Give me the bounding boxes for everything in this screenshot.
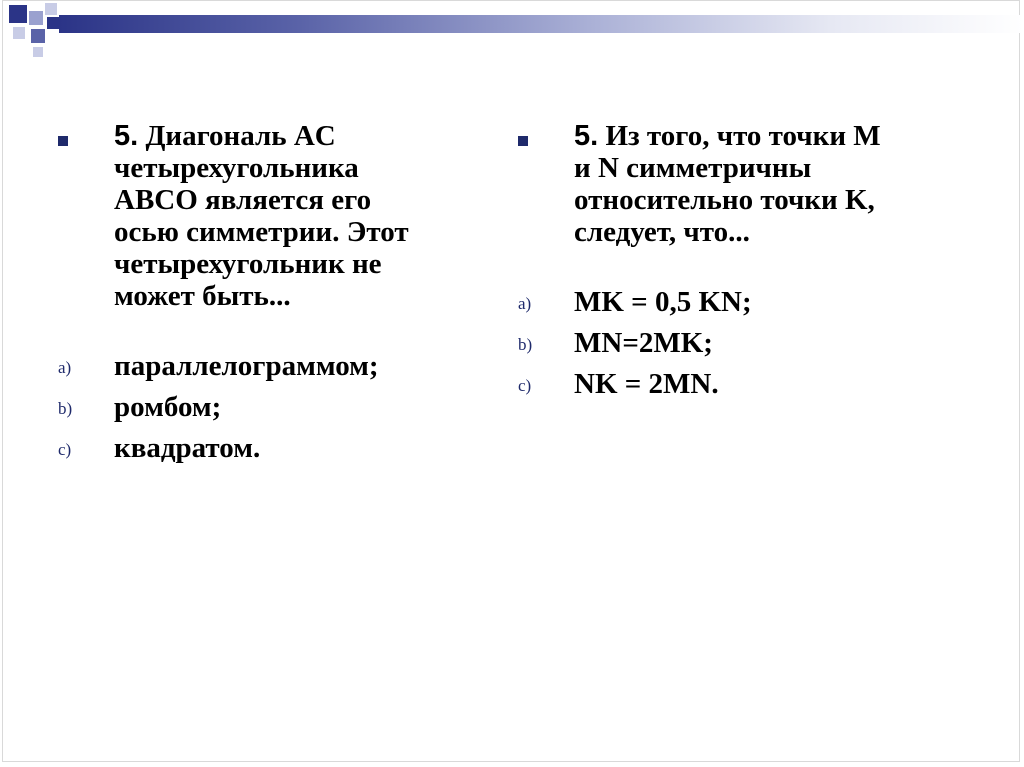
- answer-option: [58, 350, 498, 382]
- decor-square: [31, 29, 45, 43]
- question-right: [518, 120, 958, 248]
- answer-marker: b): [58, 399, 73, 418]
- question-number: 5.: [114, 120, 139, 152]
- answer-list-left: [58, 350, 498, 464]
- question-text: Диагональ AC четырехугольника ABCO является его осью симметрии. Этот четырехугольник не может быть...: [114, 120, 409, 312]
- square-bullet-icon: [58, 136, 68, 146]
- left-column: [58, 120, 498, 473]
- header-bar: [59, 15, 1023, 33]
- answer-text: MK = 0,5 KN;: [574, 286, 752, 318]
- answer-text: параллелограммом;: [114, 350, 379, 382]
- answer-option: [518, 286, 958, 318]
- answer-marker: b): [518, 335, 533, 354]
- answer-option: [518, 368, 958, 400]
- decor-square: [29, 11, 43, 25]
- answer-marker: c): [58, 440, 72, 459]
- decor-square: [9, 5, 27, 23]
- answer-text: NK = 2MN.: [574, 368, 719, 400]
- question-text: Из того, что точки M и N симметричны относительно точки K, следует, что...: [574, 120, 881, 248]
- question-left: [58, 120, 498, 312]
- answer-marker: c): [518, 376, 532, 395]
- right-column: [518, 120, 958, 409]
- decor-square: [13, 27, 25, 39]
- decor-square: [47, 17, 59, 29]
- question-number: 5.: [574, 120, 599, 152]
- answer-option: [58, 432, 498, 464]
- square-bullet-icon: [518, 136, 528, 146]
- answer-text: MN=2MK;: [574, 327, 713, 359]
- decor-square: [45, 3, 57, 15]
- answer-text: ромбом;: [114, 391, 222, 423]
- answer-option: [518, 327, 958, 359]
- decor-square: [33, 47, 43, 57]
- answer-list-right: [518, 286, 958, 400]
- answer-option: [58, 391, 498, 423]
- answer-text: квадратом.: [114, 432, 261, 464]
- answer-marker: a): [518, 294, 532, 313]
- answer-marker: a): [58, 358, 72, 377]
